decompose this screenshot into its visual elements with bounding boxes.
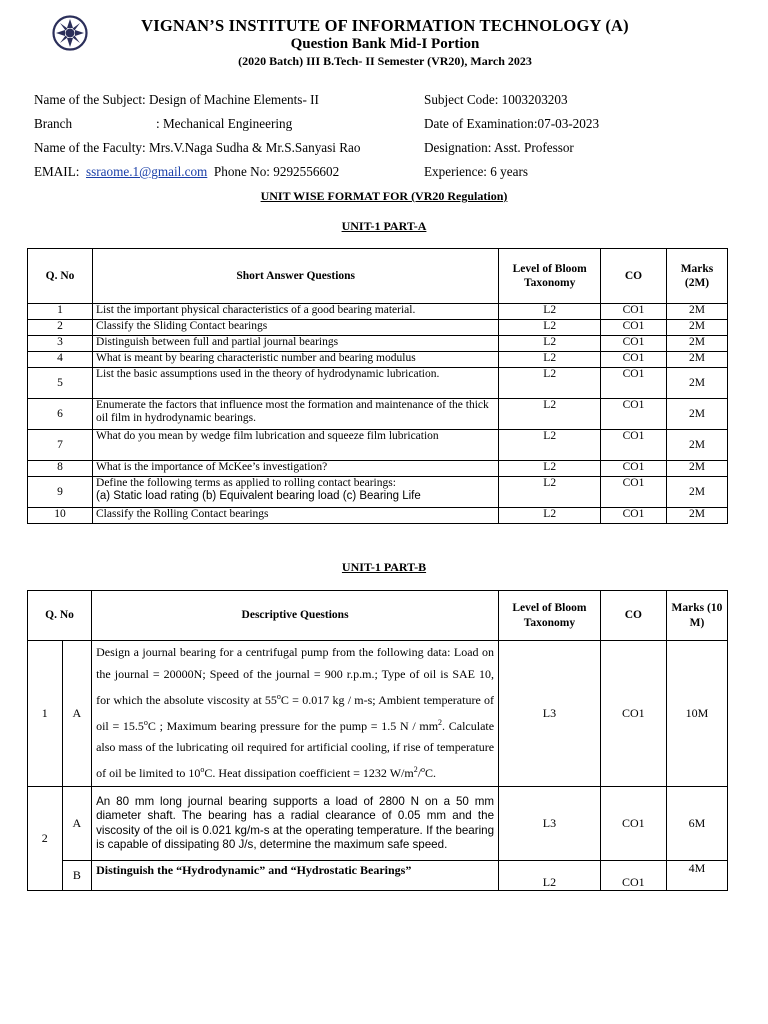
bloom-level: L2 (499, 368, 601, 399)
document-header (110, 16, 660, 69)
question-number: 10 (28, 508, 93, 524)
bloom-level: L2 (499, 861, 601, 891)
marks: 2M (667, 477, 728, 508)
question-text: List the basic assumptions used in the theory of hydrodynamic lubrication. (93, 368, 499, 399)
header-level: Level of Bloom Taxonomy (499, 249, 601, 304)
experience: Experience: 6 years (424, 164, 528, 179)
table-row (28, 861, 728, 891)
bloom-level: L2 (499, 399, 601, 430)
header-co: CO (600, 249, 666, 304)
bloom-level: L2 (499, 320, 601, 336)
bloom-level: L2 (499, 477, 601, 508)
contact-line (34, 160, 424, 184)
question-number: 4 (28, 352, 93, 368)
table-row (28, 320, 728, 336)
phone-number: Phone No: 9292556602 (213, 164, 340, 179)
info-left (34, 88, 424, 184)
question-text: List the important physical characteristics of a good bearing material. (93, 304, 499, 320)
branch-label: Branch (34, 116, 73, 131)
question-text: Classify the Rolling Contact bearings (93, 508, 499, 524)
subject-name: Name of the Subject: Design of Machine Elements- II (34, 92, 319, 107)
marks: 2M (667, 320, 728, 336)
bloom-level: L2 (499, 461, 601, 477)
question-text: Design a journal bearing for a centrifugal pump from the following data: Load on the journal = 20000N; Speed of the journal = 900 r.p.m.; Type of oil is SAE 10, for which the absolute viscosity at $55^oC = 0.017$ kg / m-s; Ambient temperature of oil = $15.5^oC$ ; Maximum bearing pressure for the pump = 1.5 N / $mm^2$. Calculate also mass of the lubricating oil required for artificial cooling, if rise of temperature of oil be limited to 10$^o$C. Heat dissipation coefficient = 1232 $W/m^2/^oC$. (92, 641, 499, 787)
branch-line (34, 112, 424, 136)
course-outcome: CO1 (600, 352, 666, 368)
question-text: Enumerate the factors that influence most the formation and maintenance of the thick oil film in hydrodynamic bearings. (93, 399, 499, 430)
institute-name: VIGNAN’S INSTITUTE OF INFORMATION TECHNOLOGY (A) (141, 16, 629, 35)
table-row (28, 352, 728, 368)
bloom-level: L2 (499, 304, 601, 320)
question-part: A (62, 787, 92, 861)
course-outcome: CO1 (600, 399, 666, 430)
table-row (28, 336, 728, 352)
marks: 4M (666, 861, 727, 891)
faculty-name: Name of the Faculty: Mrs.V.Naga Sudha & Mr.S.Sanyasi Rao (34, 140, 361, 155)
header-marks: Marks (2M) (667, 249, 728, 304)
question-number: 5 (28, 368, 93, 399)
info-right (424, 88, 744, 184)
header-qno: Q. No (28, 249, 93, 304)
document-title: Question Bank Mid-I Portion (290, 36, 480, 52)
header-co: CO (600, 591, 666, 641)
course-outcome: CO1 (600, 336, 666, 352)
question-text: What do you mean by wedge film lubrication and squeeze film lubrication (93, 430, 499, 461)
bloom-level: L2 (499, 508, 601, 524)
header-question: Descriptive Questions (92, 591, 499, 641)
table-row (28, 787, 728, 861)
course-outcome: CO1 (600, 508, 666, 524)
question-text: What is meant by bearing characteristic number and bearing modulus (93, 352, 499, 368)
question-number: 8 (28, 461, 93, 477)
marks: 2M (667, 352, 728, 368)
table-row (28, 430, 728, 461)
header-question: Short Answer Questions (93, 249, 499, 304)
designation: Designation: Asst. Professor (424, 140, 574, 155)
marks: 6M (666, 787, 727, 861)
table-row (28, 461, 728, 477)
question-text: An 80 mm long journal bearing supports a load of 2800 N on a 50 mm diameter shaft. The bearing has a radial clearance of 0.05 mm and the viscosity of the oil is 0.021 kg/m-s at the operating temperature. If the bearing is capable of dissipating 80 J/s, determine the maximum safe speed. (92, 787, 499, 861)
header-level: Level of Bloom Taxonomy (499, 591, 601, 641)
header-marks: Marks (10 M) (666, 591, 727, 641)
question-text: Distinguish the “Hydrodynamic” and “Hydrostatic Bearings” (92, 861, 499, 891)
part-b-title: UNIT-1 PART-B (341, 560, 427, 574)
part-a-table (27, 248, 728, 524)
marks: 2M (667, 508, 728, 524)
table-row (28, 399, 728, 430)
table-row (28, 477, 728, 508)
question-text: Classify the Sliding Contact bearings (93, 320, 499, 336)
question-part: A (62, 641, 92, 787)
table-header-row (28, 249, 728, 304)
table-row (28, 368, 728, 399)
question-number: 9 (28, 477, 93, 508)
part-a-title: UNIT-1 PART-A (341, 219, 427, 233)
marks: 10M (666, 641, 727, 787)
course-outcome: CO1 (600, 861, 666, 891)
question-number: 7 (28, 430, 93, 461)
marks: 2M (667, 304, 728, 320)
course-outcome: CO1 (600, 368, 666, 399)
course-outcome: CO1 (600, 320, 666, 336)
table-header-row (28, 591, 728, 641)
question-number: 1 (28, 641, 63, 787)
table-row (28, 508, 728, 524)
format-title: UNIT WISE FORMAT FOR (VR20 Regulation) (260, 189, 508, 203)
course-outcome: CO1 (600, 641, 666, 787)
bloom-level: L2 (499, 336, 601, 352)
bloom-level: L3 (499, 641, 601, 787)
subject-code: Subject Code: 1003203203 (424, 92, 568, 107)
marks: 2M (667, 336, 728, 352)
question-number: 3 (28, 336, 93, 352)
email-label: EMAIL: (34, 164, 80, 179)
question-text: What is the importance of McKee’s investigation? (93, 461, 499, 477)
marks: 2M (667, 368, 728, 399)
question-part: B (62, 861, 92, 891)
document-subtitle: (2020 Batch) III B.Tech- II Semester (VR20), March 2023 (238, 54, 532, 68)
question-number: 6 (28, 399, 93, 430)
course-outcome: CO1 (600, 787, 666, 861)
course-outcome: CO1 (600, 304, 666, 320)
bloom-level: L2 (499, 352, 601, 368)
question-text: Distinguish between full and partial journal bearings (93, 336, 499, 352)
course-outcome: CO1 (600, 461, 666, 477)
email-link[interactable]: ssraome.1@gmail.com (86, 164, 208, 179)
question-number: 2 (28, 787, 63, 891)
table-row (28, 304, 728, 320)
marks: 2M (667, 461, 728, 477)
question-number: 2 (28, 320, 93, 336)
question-number: 1 (28, 304, 93, 320)
institute-logo (52, 15, 88, 51)
course-outcome: CO1 (600, 430, 666, 461)
bloom-level: L2 (499, 430, 601, 461)
branch-value: : Mechanical Engineering (156, 116, 293, 131)
header-qno: Q. No (28, 591, 92, 641)
exam-date: Date of Examination:07-03-2023 (424, 116, 600, 131)
table-row (28, 641, 728, 787)
bloom-level: L3 (499, 787, 601, 861)
marks: 2M (667, 399, 728, 430)
course-outcome: CO1 (600, 477, 666, 508)
marks: 2M (667, 430, 728, 461)
question-text: Define the following terms as applied to rolling contact bearings: (a) Static load rating (b) Equivalent bearing load (c) Bearing Life (93, 477, 499, 508)
part-b-table (27, 590, 728, 891)
